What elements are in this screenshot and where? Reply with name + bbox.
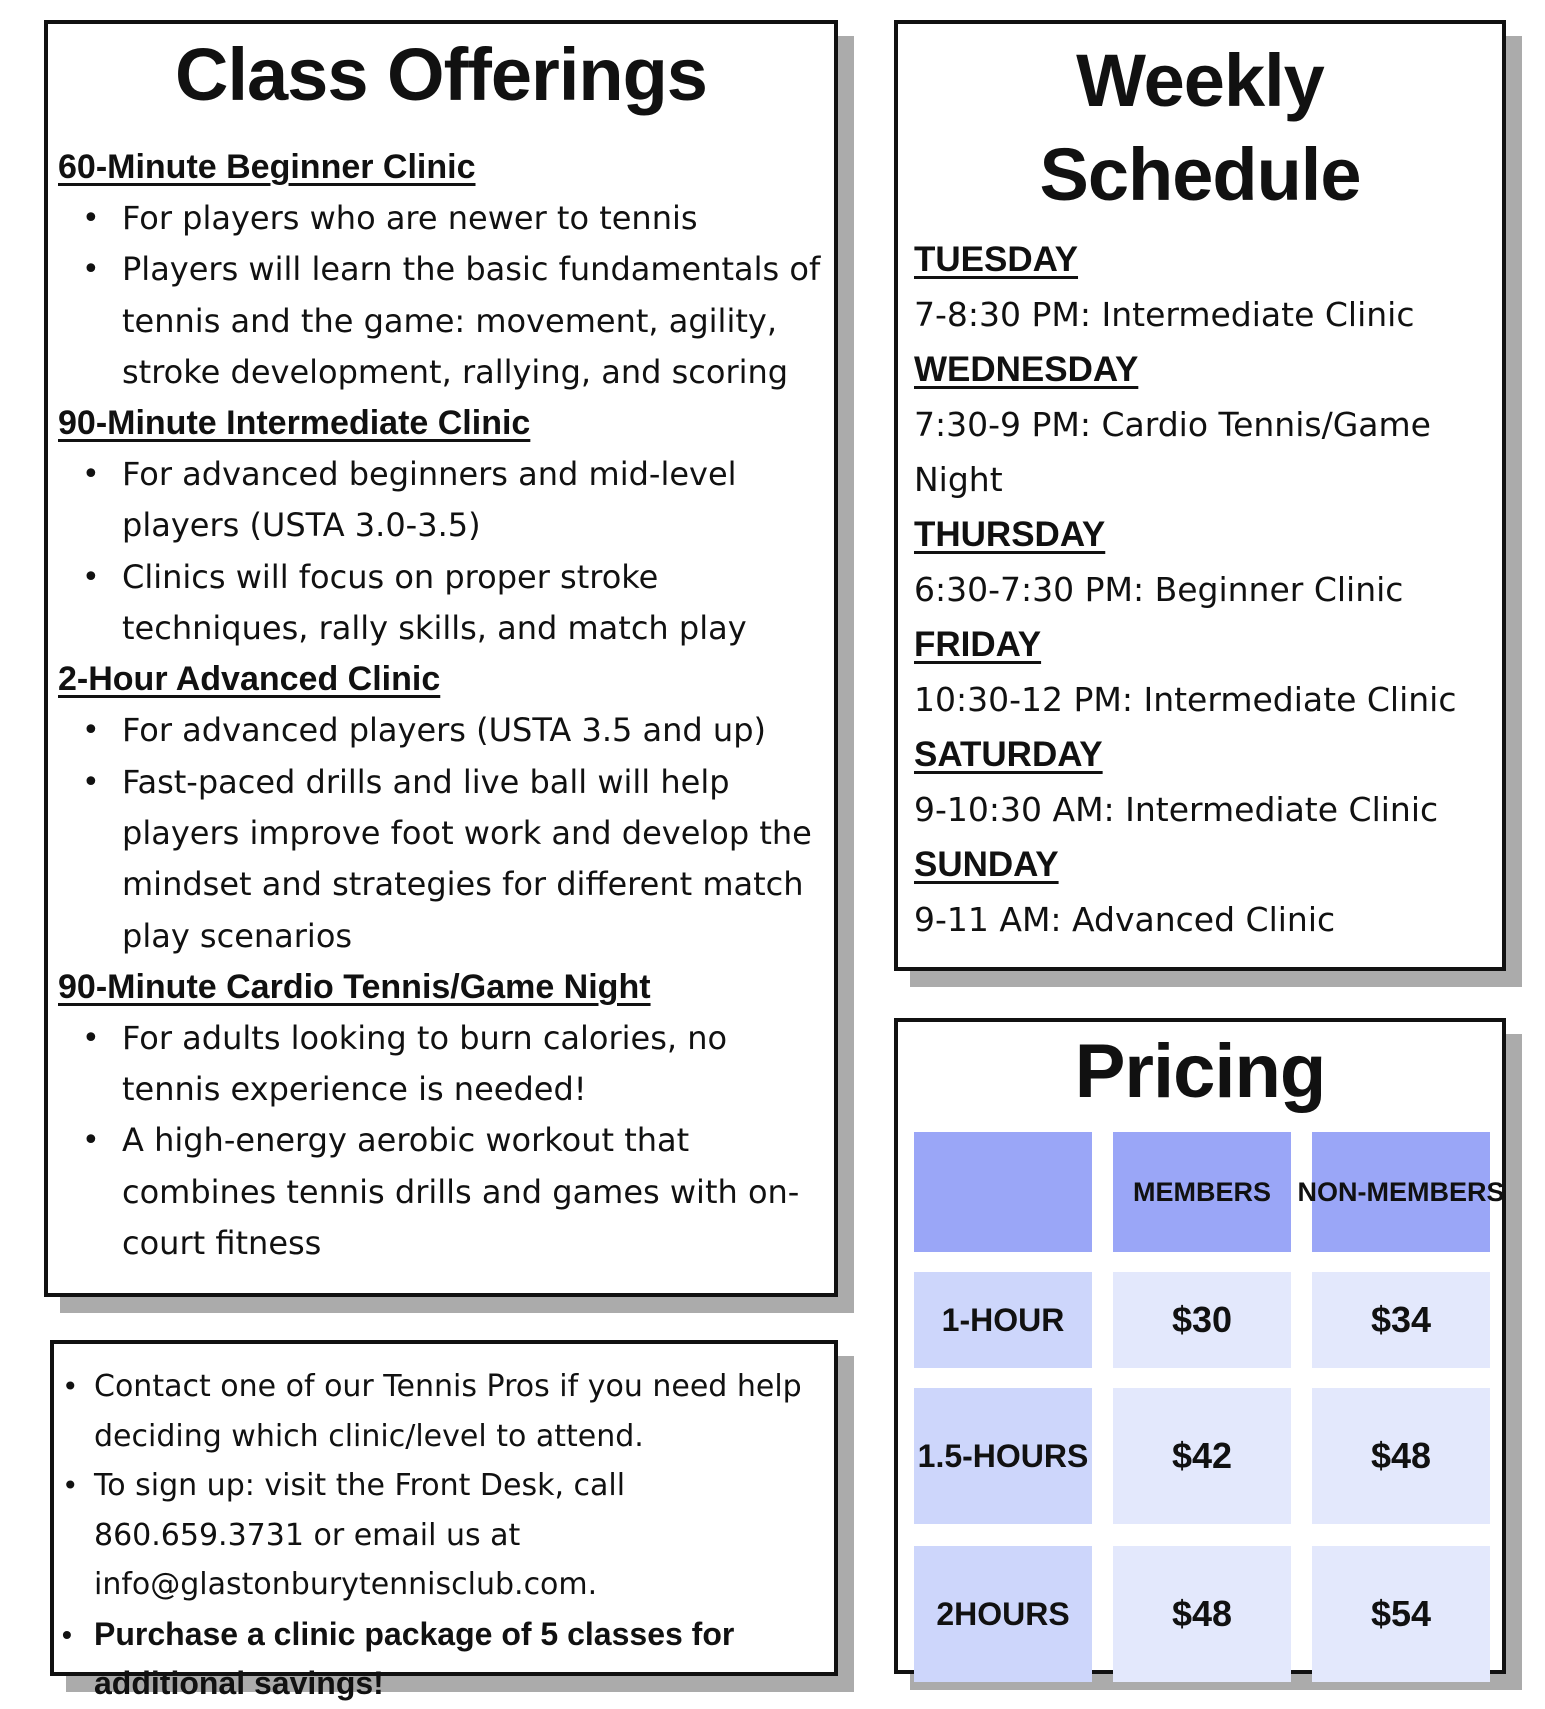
list-item: • For advanced beginners and mid-level players (USTA 3.0-3.5)	[122, 449, 826, 552]
time-saturday: 9-10:30 AM: Intermediate Clinic	[914, 790, 1439, 829]
label-line-1: 2	[936, 1596, 955, 1632]
list-item: • Clinics will focus on proper stroke techniques, rally skills, and match play	[122, 552, 826, 655]
time-wednesday: 7:30-9 PM: Cardio Tennis/Game Night	[914, 405, 1431, 499]
class-offerings-panel	[44, 20, 838, 1297]
list-item: • Fast-paced drills and live ball will help players improve foot work and develop the mindset and strategies for different match play scenarios	[122, 757, 826, 962]
day-wednesday: WEDNESDAY	[914, 350, 1139, 389]
list-item: • For adults looking to burn calories, no tennis experience is needed!	[122, 1013, 826, 1116]
advanced-bullets	[58, 705, 826, 961]
contact-info-list	[54, 1362, 830, 1709]
row-label-1-hour: 1-HOUR	[914, 1272, 1092, 1368]
day-thursday: THURSDAY	[914, 515, 1106, 554]
day-saturday: SATURDAY	[914, 735, 1103, 774]
time-thursday: 6:30-7:30 PM: Beginner Clinic	[914, 570, 1404, 609]
non-members-line-2: MEMBERS	[1366, 1177, 1505, 1207]
schedule-list	[914, 232, 1494, 947]
time-sunday: 9-11 AM: Advanced Clinic	[914, 900, 1336, 939]
intermediate-bullets	[58, 449, 826, 654]
non-members-line-1: NON-	[1297, 1177, 1367, 1207]
section-heading-beginner: 60-Minute Beginner Clinic	[58, 148, 476, 186]
weekly-schedule-title	[898, 34, 1502, 222]
pricing-header-empty	[914, 1132, 1092, 1252]
pricing-header-non-members	[1297, 1132, 1505, 1252]
row-label-1-5-hours	[914, 1388, 1092, 1524]
price-2-hours-members: $48	[1113, 1546, 1291, 1682]
price-2-hours-non-members: $54	[1312, 1546, 1490, 1682]
pricing-panel	[894, 1018, 1506, 1674]
list-item: • A high-energy aerobic workout that combines tennis drills and games with on-court fitness	[122, 1115, 826, 1269]
class-offerings-title: Class Offerings	[175, 33, 707, 116]
price-1-5-hours-members: $42	[1113, 1388, 1291, 1524]
list-item: • For advanced players (USTA 3.5 and up)	[122, 705, 826, 756]
beginner-bullets	[58, 193, 826, 398]
section-heading-cardio: 90-Minute Cardio Tennis/Game Night	[58, 967, 651, 1006]
time-tuesday: 7-8:30 PM: Intermediate Clinic	[914, 295, 1415, 334]
weekly-schedule-panel	[894, 20, 1506, 971]
sign-up-info: • To sign up: visit the Front Desk, call 860.659.3731 or email us at info@glastonburytennisclub.com.	[94, 1461, 830, 1610]
schedule-title-line-2: Schedule	[1039, 133, 1361, 216]
pricing-title: Pricing	[1074, 1029, 1326, 1114]
row-label-2-hours	[914, 1546, 1092, 1682]
contact-pros-note: • Contact one of our Tennis Pros if you need help deciding which clinic/level to attend.	[94, 1362, 830, 1461]
label-line-2: HOURS	[972, 1438, 1089, 1474]
day-sunday: SUNDAY	[914, 845, 1059, 884]
label-line-1: 1.5-	[917, 1438, 973, 1474]
label-line-2: HOURS	[954, 1596, 1070, 1632]
list-item: • For players who are newer to tennis	[122, 193, 826, 244]
list-item: • Players will learn the basic fundamentals of tennis and the game: movement, agility, stroke development, rallying, and scoring	[122, 244, 826, 398]
day-friday: FRIDAY	[914, 625, 1042, 664]
price-1-hour-members: $30	[1113, 1272, 1291, 1368]
time-friday: 10:30-12 PM: Intermediate Clinic	[914, 680, 1457, 719]
price-1-5-hours-non-members: $48	[1312, 1388, 1490, 1524]
price-1-hour-non-members: $34	[1312, 1272, 1490, 1368]
section-heading-advanced: 2-Hour Advanced Clinic	[58, 660, 441, 699]
day-tuesday: TUESDAY	[914, 240, 1079, 279]
package-promo: • Purchase a clinic package of 5 classes for additional savings!	[94, 1610, 830, 1709]
schedule-title-line-1: Weekly	[1076, 39, 1324, 122]
contact-info-panel	[50, 1340, 838, 1701]
pricing-header-members: MEMBERS	[1113, 1132, 1291, 1252]
section-heading-intermediate: 90-Minute Intermediate Clinic	[58, 404, 531, 443]
cardio-bullets	[58, 1013, 826, 1269]
class-offerings-list	[58, 142, 826, 1269]
